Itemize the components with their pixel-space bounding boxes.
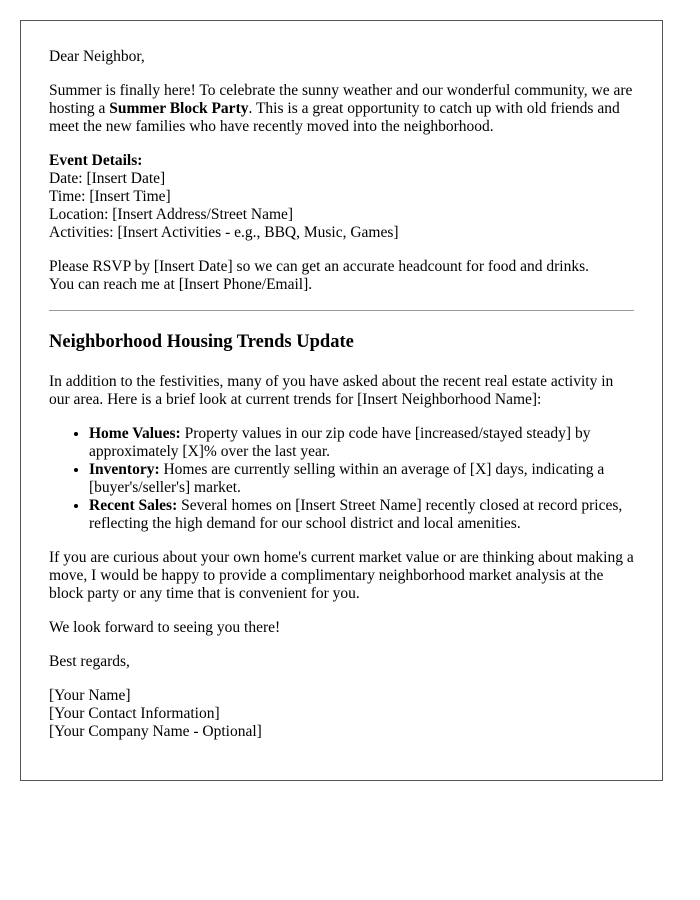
event-location: Location: [Insert Address/Street Name]: [49, 206, 294, 223]
list-item: [89, 497, 634, 533]
trends-title: Neighborhood Housing Trends Update: [49, 332, 354, 352]
event-date: Date: [Insert Date]: [49, 170, 166, 187]
trends-intro: In addition to the festivities, many of you have asked about the recent real estate activity in our area. Here is a brief look at current trends for [Insert Neighborhood Name]:: [49, 373, 614, 408]
item-text: Homes are currently selling within an average of [X] days, indicating a [buyer's/seller's] market.: [89, 461, 605, 496]
signoff: Best regards,: [49, 653, 130, 670]
contact-line: You can reach me at [Insert Phone/Email].: [49, 276, 313, 293]
intro-text: Summer is finally here! To celebrate the sunny weather and our wonderful community, we are hosting a: [49, 82, 633, 117]
intro-paragraph: [49, 82, 634, 136]
signature-company: [Your Company Name - Optional]: [49, 723, 262, 740]
event-time: Time: [Insert Time]: [49, 188, 171, 205]
signature-contact: [Your Contact Information]: [49, 705, 220, 722]
event-name: Summer Block Party: [109, 100, 249, 117]
event-details: [49, 152, 634, 242]
item-label: Inventory:: [89, 461, 160, 478]
rsvp-line: Please RSVP by [Insert Date] so we can get an accurate headcount for food and drinks.: [49, 258, 590, 275]
item-text: Several homes on [Insert Street Name] recently closed at record prices, reflecting the high demand for our school district and local amenities.: [89, 497, 623, 532]
rsvp-paragraph: [49, 258, 634, 294]
item-label: Home Values:: [89, 425, 181, 442]
divider: [49, 310, 634, 311]
item-label: Recent Sales:: [89, 497, 178, 514]
intro-text-end: . This is a great opportunity to catch up with old friends and meet the new families who have recently moved into the neighborhood.: [49, 100, 620, 135]
list-item: [89, 461, 634, 497]
item-text: Property values in our zip code have [increased/stayed steady] by approximately [X]% over the last year.: [89, 425, 591, 460]
closing: We look forward to seeing you there!: [49, 619, 281, 636]
letter: [20, 20, 663, 781]
signature-name: [Your Name]: [49, 687, 131, 704]
trends-list: [49, 425, 634, 533]
event-details-heading: Event Details:: [49, 152, 143, 169]
greeting: Dear Neighbor,: [49, 48, 145, 65]
signature: [49, 687, 634, 741]
list-item: [89, 425, 634, 461]
event-activities: Activities: [Insert Activities - e.g., BBQ, Music, Games]: [49, 224, 399, 241]
market-offer: If you are curious about your own home's current market value or are thinking about making a move, I would be happy to provide a complimentary neighborhood market analysis at the block party or any time that is convenient for you.: [49, 549, 634, 602]
